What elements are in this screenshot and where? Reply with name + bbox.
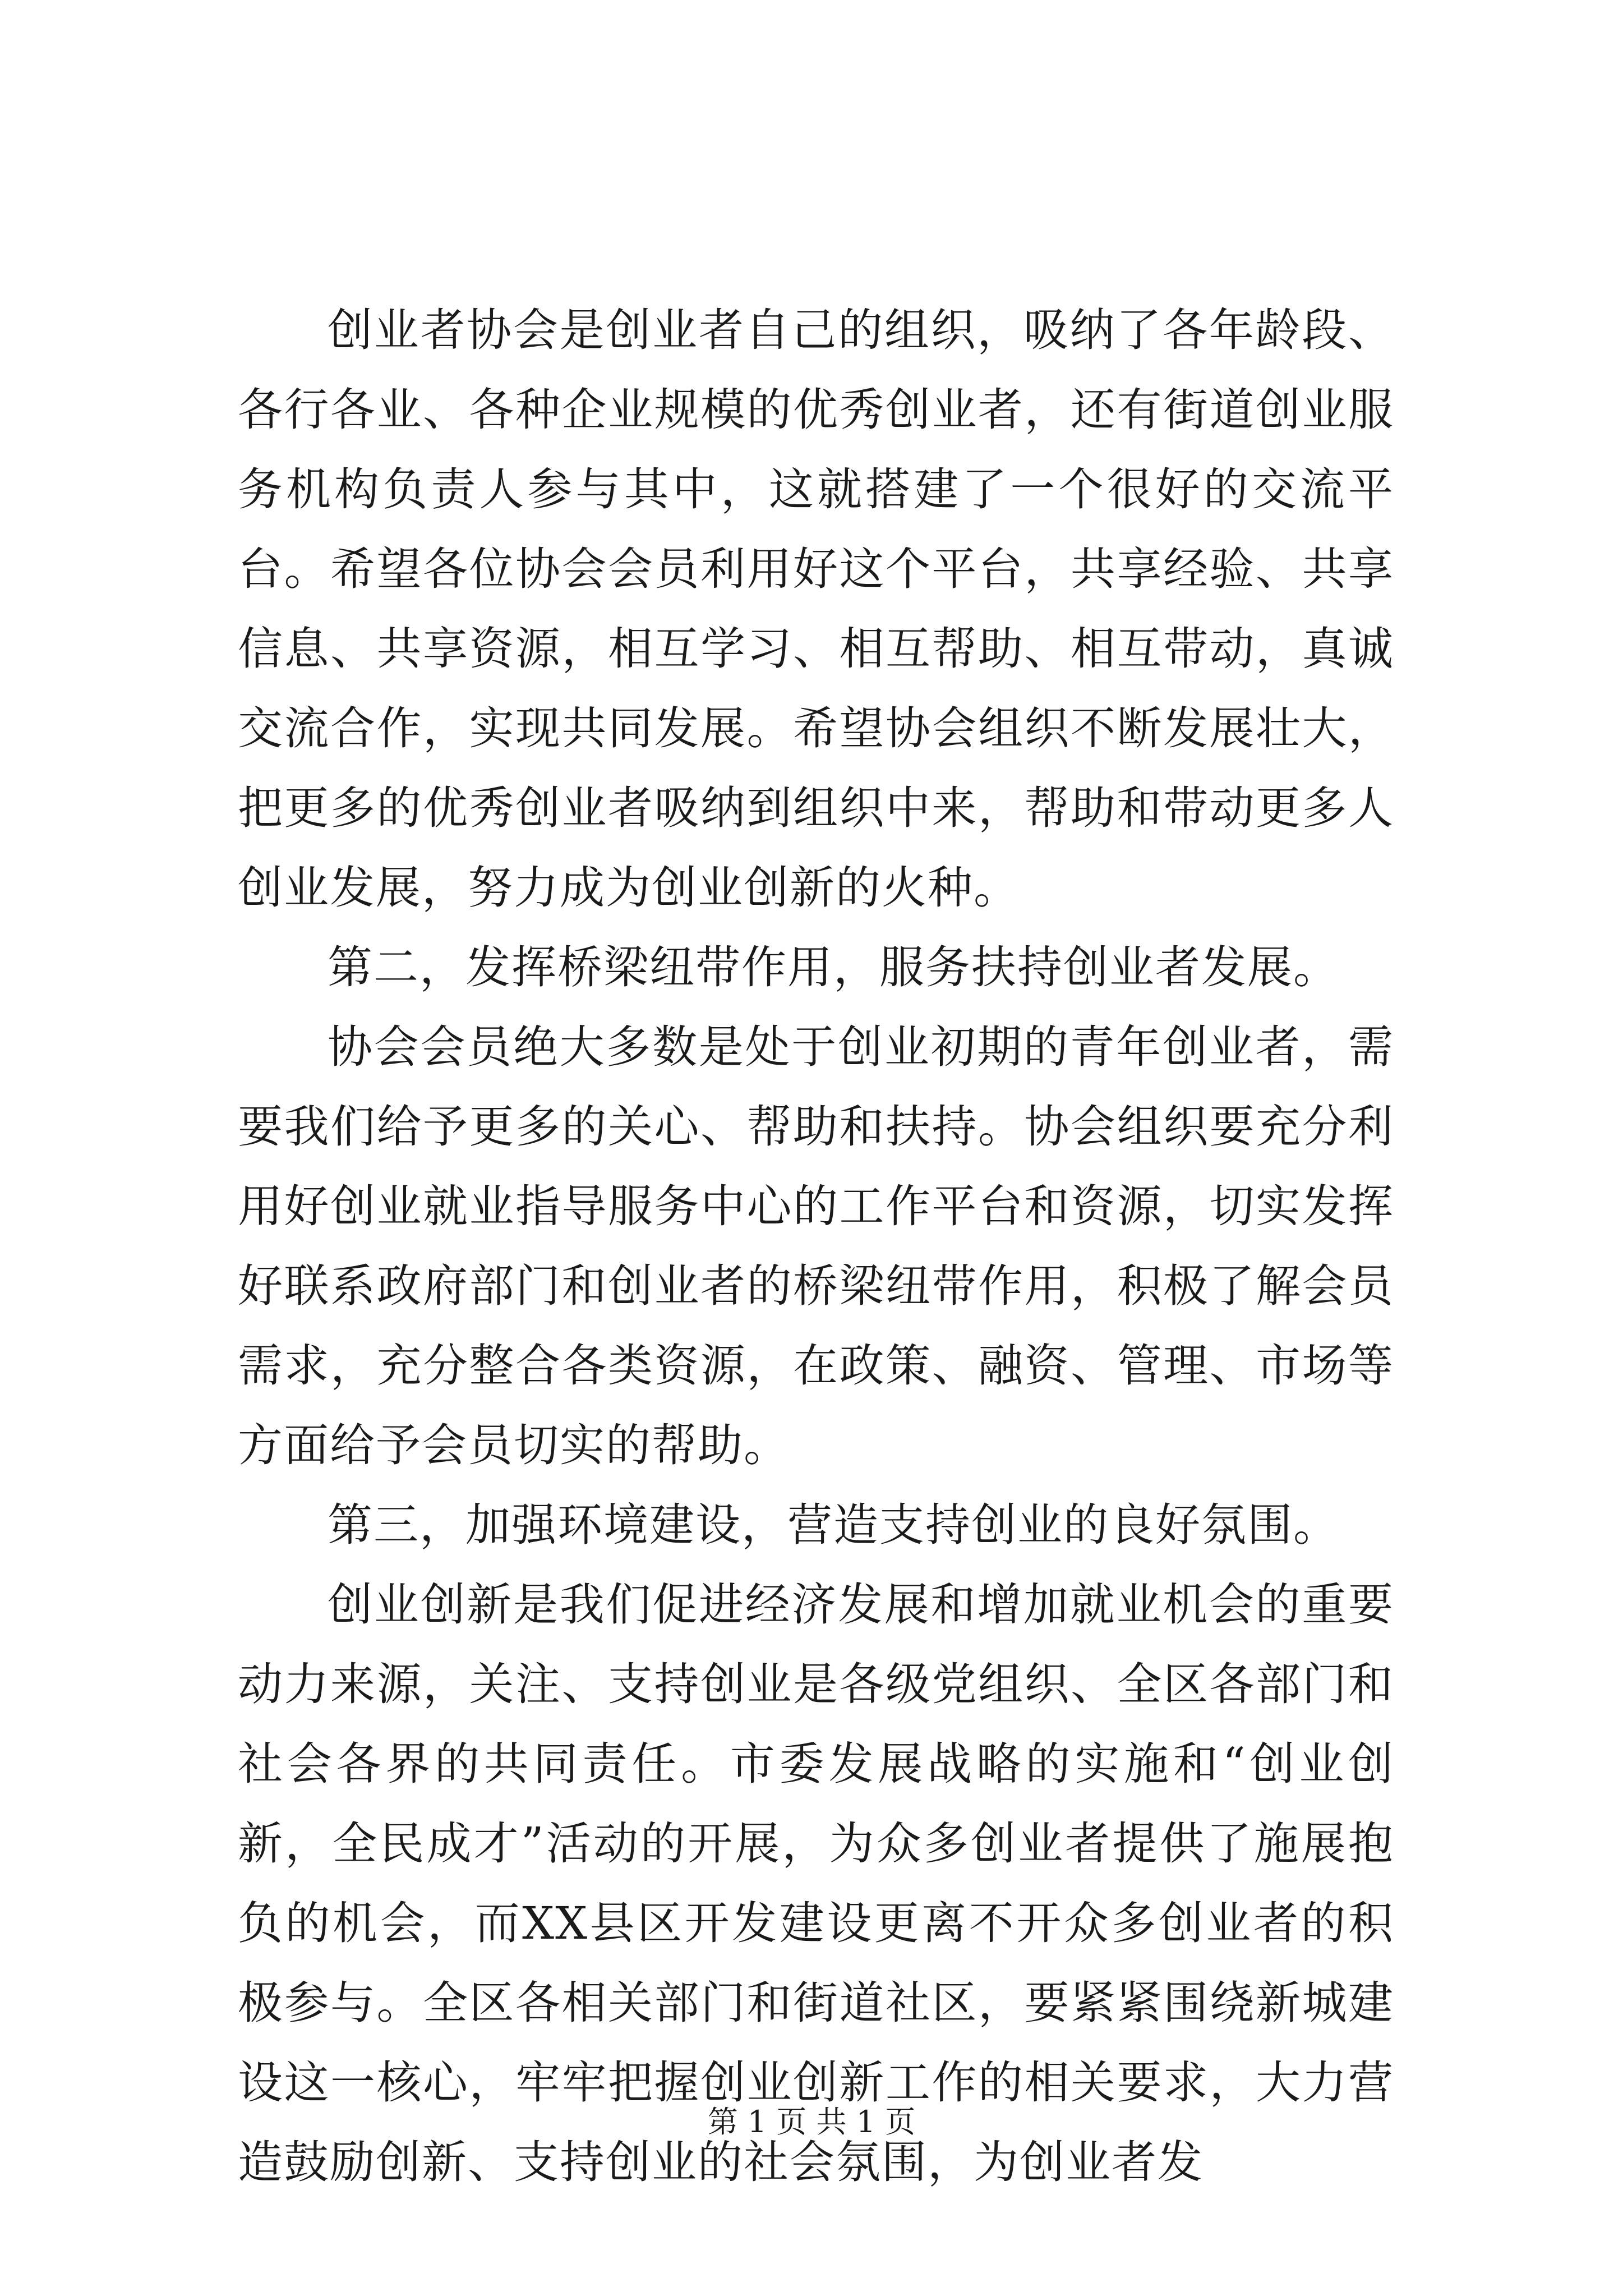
document-body	[238, 291, 1394, 2202]
paragraph-heading-second: 第二，发挥桥梁纽带作用，服务扶持创业者发展。	[328, 941, 1339, 993]
page-number-footer: 第 1 页 共 1 页	[707, 2104, 916, 2139]
paragraph-association-platform: 创业者协会是创业者自己的组织，吸纳了各年龄段、各行各业、各种企业规模的优秀创业者，还有街道创业服务机构负责人参与其中，这就搭建了一个很好的交流平台。希望各位协会会员利用好这个平台，共享经验、共享信息、共享资源，相互学习、相互帮助、相互带动，真诚交流合作，实现共同发展。希望协会组织不断发展壮大，把更多的优秀创业者吸纳到组织中来，帮助和带动更多人创业发展，努力成为创业创新的火种。	[238, 304, 1394, 914]
paragraph-environment: 创业创新是我们促进经济发展和增加就业机会的重要动力来源，关注、支持创业是各级党组织、全区各部门和社会各界的共同责任。市委发展战略的实施和“创业创新，全民成才”活动的开展，为众多创业者提供了施展抱负的机会，而XX县区开发建设更离不开众多创业者的积极参与。全区各相关部门和街道社区，要紧紧围绕新城建设这一核心，牢牢把握创业创新工作的相关要求，大力营造鼓励创新、支持创业的社会氛围，为创业者发	[238, 1579, 1394, 2188]
paragraph-bridge-role: 协会会员绝大多数是处于创业初期的青年创业者，需要我们给予更多的关心、帮助和扶持。协会组织要充分利用好创业就业指导服务中心的工作平台和资源，切实发挥好联系政府部门和创业者的桥梁纽带作用，积极了解会员需求，充分整合各类资源，在政策、融资、管理、市场等方面给予会员切实的帮助。	[238, 1021, 1394, 1471]
paragraph-heading-third: 第三，加强环境建设，营造支持创业的良好氛围。	[328, 1499, 1339, 1551]
